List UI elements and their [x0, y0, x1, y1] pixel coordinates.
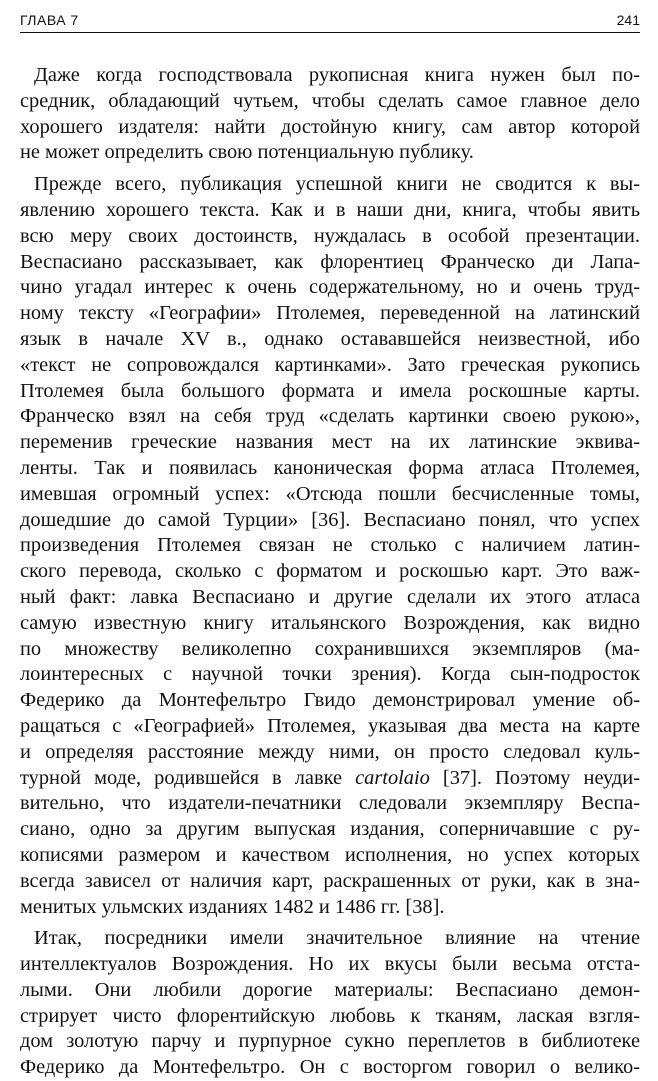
text-segment: [37]. Поэтому неуди-: [429, 766, 640, 789]
paragraph-3: [20, 926, 640, 1081]
text-line: переменив греческие названия мест на их латинские эквива-: [20, 431, 640, 454]
text-line-with-italic: [20, 766, 640, 792]
text-line: ращаться с «Географией» Птолемея, указывая два места на карте: [20, 714, 640, 737]
text-line: чино угадал интерес к очень содержательному, но и очень труд-: [20, 276, 640, 299]
text-line: Франческо взял на себя труд «сделать картинки своею рукою»,: [20, 405, 640, 428]
text-line: и определяя расстояние между ними, он просто следовал куль-: [20, 740, 640, 763]
text-line: вительно, что издатели-печатники следовали экземпляру Веспа-: [20, 792, 640, 815]
text-line: Федерико да Монтефельтро Гвидо демонстрировал умение об-: [20, 689, 640, 712]
text-line: Птолемея была большого формата и имела роскошные карты.: [20, 379, 640, 402]
text-line: кописями размером и качеством исполнения, но успех которых: [20, 843, 640, 866]
text-line: всю меру своих достоинств, нуждалась в особой презентации.: [20, 224, 640, 247]
text-line: интеллектуалов Возрождения. Но их вкусы были весьма отста-: [20, 953, 640, 976]
text-line: ленты. Так и появилась каноническая форма атласа Птолемея,: [20, 456, 640, 479]
text-line: самую известную книгу итальянского Возрождения, как видно: [20, 611, 640, 634]
text-line: язык в начале XV в., однако остававшейся неизвестной, ибо: [20, 327, 640, 350]
text-segment: турной моде, родившейся в лавке: [20, 766, 356, 789]
text-line: произведения Птолемея связан не столько с наличием латин-: [20, 534, 640, 557]
running-header: [20, 10, 640, 32]
text-line: всегда зависел от наличия карт, раскрашенных от руки, как в зна-: [20, 869, 640, 892]
text-line: средник, обладающий чутьем, чтобы сделать самое главное дело: [20, 89, 640, 112]
text-line: имевшая огромный успех: «Отсюда пошли бесчисленные томы,: [20, 482, 640, 505]
text-line: явлению хорошего текста. Как и в наши дни, книга, чтобы явить: [20, 198, 640, 221]
text-line: ского перевода, сколько с форматом и роскошью карт. Это важ-: [20, 560, 640, 583]
text-line: не может определить свою потенциальную публику.: [20, 141, 474, 164]
text-line: «текст не сопровождался картинками». Зато греческая рукопись: [20, 353, 640, 376]
text-line: ному тексту «Географии» Птолемея, переведенной на латинский: [20, 302, 640, 325]
text-line: стрирует чисто флорентийскую любовь к тканям, лаская взгля-: [20, 1004, 640, 1027]
text-line: сиано, одно за другим выпуская издания, соперничавшие с ру-: [20, 818, 640, 841]
text-line: Даже когда господствовала рукописная книга нужен был по-: [34, 64, 640, 86]
text-line: Итак, посредники имели значительное влияние на чтение: [34, 927, 640, 950]
italic-term: cartolaio: [355, 766, 430, 789]
body-text: [20, 63, 640, 1081]
text-line: Федерико да Монтефельтро. Он с восторгом говорил о велико-: [20, 1056, 640, 1079]
chapter-title: ГЛАВА 7: [20, 12, 79, 28]
text-line: дошедшие до самой Турции» [36]. Веспасиано понял, что успех: [20, 508, 640, 531]
paragraph-1: [20, 63, 640, 166]
text-line: Веспасиано рассказывает, как флорентиец Франческо ди Лапа-: [20, 250, 640, 273]
text-line: хорошего издателя: найти достойную книгу, сам автор которой: [20, 115, 640, 138]
text-line: ный факт: лавка Веспасиано и другие сделали их этого атласа: [20, 585, 640, 608]
text-line: менитых ульмских изданиях 1482 и 1486 гг. [38].: [20, 895, 445, 918]
text-line: лыми. Они любили дорогие материалы: Веспасиано демон-: [20, 978, 640, 1001]
text-line: лоинтересных с научной точки зрения). Когда сын-подросток: [20, 663, 640, 686]
header-rule: [20, 32, 640, 33]
paragraph-2: [20, 172, 640, 920]
page-number: 241: [616, 12, 640, 28]
text-line: дом золотую парчу и пурпурное сукно переплетов в библиотеке: [20, 1030, 640, 1053]
text-line: Прежде всего, публикация успешной книги не сводится к вы-: [34, 173, 640, 196]
text-line: по множеству великолепно сохранившихся экземпляров (ма-: [20, 637, 640, 660]
